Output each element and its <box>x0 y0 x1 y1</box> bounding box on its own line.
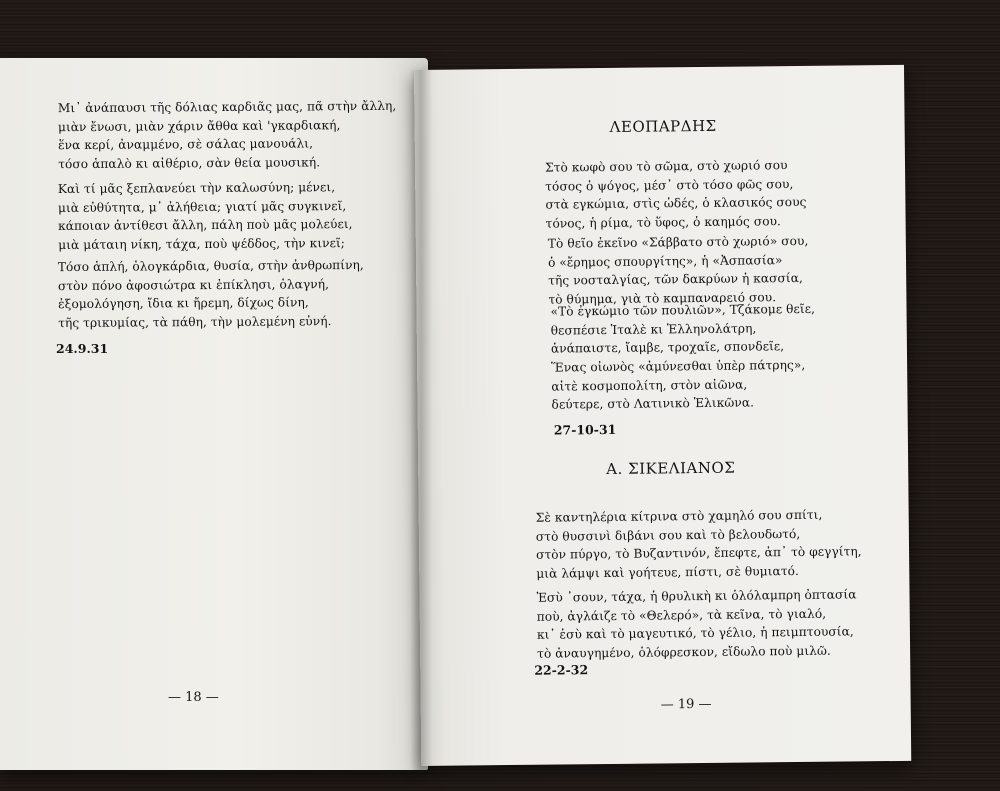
verse-line: Σὲ καντηλέρια κίτρινα στὸ χαμηλό σου σπίτι, <box>535 507 823 525</box>
verse-line: τὸ ἀναυγημένο, ὁλόφρεσκον, εἴδωλο ποὺ μιλῶ. <box>537 643 831 661</box>
verse-line: ἐξομολόγηση, ἴδια κι ἤρεμη, δίχως δίνη, <box>58 295 309 312</box>
right-stanza-6 <box>536 585 857 663</box>
verse-line: τόνος, ἡ ρίμα, τὸ ὕφος, ὁ καημός σου. <box>545 213 782 231</box>
verse-line: τόσο ἁπαλὸ κι αἰθέριο, σὰν θεία μουσική. <box>58 155 321 171</box>
verse-line: μιὰν ἔνωσι, μιὰν χάριν ἄθθα καὶ 'γκαρδιακή, <box>57 117 341 134</box>
verse-line: Τόσο ἁπλή, ὁλογκάρδια, θυσία, στὴν ἀνθρωπίνη, <box>57 257 364 275</box>
poem-date: 24.9.31 <box>56 341 109 356</box>
verse-line: κάποιαν ἀντίθεσι ἄλλη, πάλη ποὺ μᾶς μολεύει, <box>58 217 353 234</box>
verse-line: θεσπέσιε Ἰταλὲ κι Ἑλληνολάτρη, <box>550 321 757 338</box>
left-stanza-1 <box>58 97 397 174</box>
verse-line: ποὺ, ἀγλάιζε τὸ «Θελερό», τὰ κεῖνα, τὸ γιαλό, <box>536 606 827 624</box>
verse-line: ἀνάπαιστε, ἴαμβε, τροχαῖε, σπονδεῖε, <box>550 339 785 356</box>
verse-line: ἕνα κερί, ἀναμμένο, σὲ σάλας μανουάλι, <box>58 136 314 153</box>
verse-line: Καὶ τί μᾶς ξεπλανεύει τὴν καλωσύνη; μένει, <box>57 180 336 197</box>
poem-date: 22-2-32 <box>534 662 589 678</box>
poem-title: Α. ΣΙΚΕΛΙΑΝΟΣ <box>606 458 736 479</box>
right-stanza-1 <box>545 156 807 233</box>
verse-line: στὸν πύργο, τὸ Βυζαντινόν, ἔπεφτε, ἀπ᾽ τὸ φεγγίτη, <box>536 544 862 562</box>
verse-line: τῆς νοσταλγίας, τῶν δακρύων ἡ κασσία, <box>548 271 803 288</box>
verse-line: τὸ θύμημα, γιὰ τὸ καμπαναρειό σου. <box>548 290 777 307</box>
verse-line: Τὸ θεῖο ἐκεῖνο «Σάββατο στὸ χωριό» σου, <box>547 233 809 251</box>
verse-line: τόσος ὁ ψόγος, μέσ᾽ στὸ τόσο φῶς σου, <box>545 176 794 194</box>
right-stanza-5 <box>536 505 862 583</box>
left-stanza-3 <box>58 256 364 333</box>
verse-line: στὰ εγκώμια, στὶς ὠδές, ὁ κλασικός σους <box>545 195 807 212</box>
verse-line: Στὸ κωφὸ σου τὸ σῶμα, στὸ χωριό σου <box>544 158 788 175</box>
poem-date: 27-10-31 <box>553 421 617 438</box>
book-gutter <box>410 70 432 770</box>
verse-line: Μι᾽ ἀνάπαυσι τῆς δόλιας καρδιᾶς μας, πᾶ στὴν ἄλλη, <box>57 98 397 116</box>
verse-line: στὸ θυσσινὶ διβάνι σου καὶ τὸ βελουδωτό, <box>535 526 801 544</box>
verse-line: μιὰ μάταιη νίκη, τάχα, ποὺ ψέδδος, τὴν κινεῖ; <box>58 235 345 252</box>
verse-line: στὸν πόνο ἀφοσιώτρα κι ἐπίκλησι, ὁλαγνή, <box>57 276 330 293</box>
page-number: — 19 — <box>660 696 712 713</box>
verse-line: δεύτερε, στὸ Λατινικὸ Ἑλικῶνα. <box>551 395 755 412</box>
verse-line: τῆς τρικυμίας, τὰ πάθη, τὴν μολεμένη εὐνή. <box>58 313 332 330</box>
right-stanza-3 <box>550 300 815 359</box>
verse-line: Ἐσὺ ᾽σουν, τάχα, ἡ θρυλικὴ κι ὁλόλαμπρη ὀπτασία <box>536 587 857 605</box>
poem-title: ΛΕΟΠΑΡΔΗΣ <box>609 116 717 136</box>
right-stanza-4 <box>551 356 806 414</box>
verse-line: μιὰ εὐθύτητα, μ᾽ ἀλήθεια; γιατί μᾶς συγκινεῖ, <box>57 198 347 215</box>
right-stanza-2 <box>548 232 809 309</box>
verse-line: ὁ «ἔρημος σπουργίτης», ἡ «Ἀσπασία» <box>547 252 783 270</box>
left-stanza-2 <box>58 178 353 254</box>
left-page <box>0 58 428 770</box>
page-number: — 18 — <box>168 690 219 705</box>
right-page <box>414 65 911 766</box>
verse-line: κι᾽ ἐσὺ καὶ τὸ μαγευτικό, τὸ γέλιο, ἡ πειμπτουσία, <box>536 624 854 642</box>
verse-line: Ἕνας οἰωνὸς «ἀμύνεσθαι ὑπὲρ πάτρης», <box>551 357 806 375</box>
verse-line: μιὰ λάμψι καὶ γοήτευε, πίστι, σὲ θυμιατό. <box>536 563 799 581</box>
verse-line: αἰτὲ κοσμοπολίτη, στὸν αἰῶνα, <box>551 377 748 394</box>
verse-line: «Τὸ ἐγκώμιο τῶν πουλιῶν», Τζάκομε θεῖε, <box>550 301 816 319</box>
